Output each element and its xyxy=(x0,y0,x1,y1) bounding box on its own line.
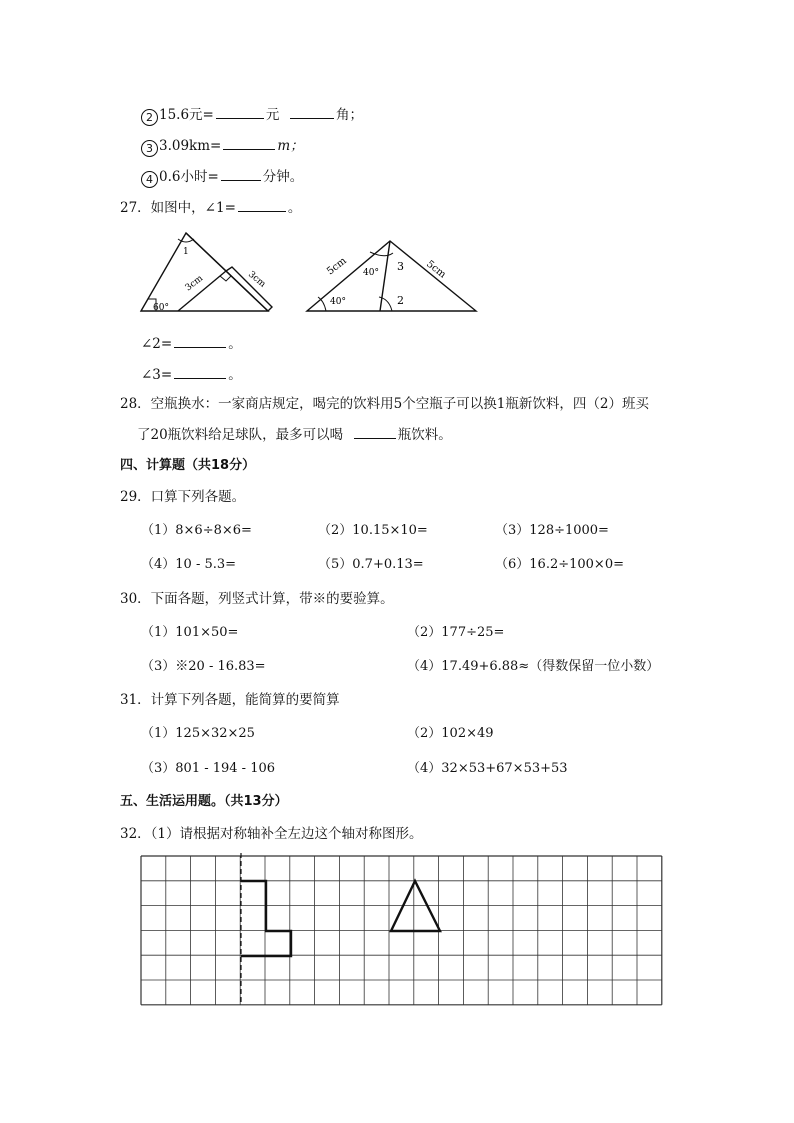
q26-4-prefix: 0.6小时= xyxy=(159,169,219,185)
answer-blank[interactable] xyxy=(223,135,275,150)
q30-title: 30．下面各题，列竖式计算，带※的要验算。 xyxy=(120,591,394,607)
answer-blank[interactable] xyxy=(174,364,226,379)
answer-blank[interactable] xyxy=(290,104,334,119)
symmetry-grid[interactable] xyxy=(0,845,794,1015)
answer-blank[interactable] xyxy=(216,104,264,119)
q26-3-prefix: 3.09km= xyxy=(159,138,222,154)
q26-2-unit1: 元 xyxy=(265,107,280,123)
q26-item-3 xyxy=(141,135,304,157)
triangle-shape xyxy=(391,881,440,931)
q27-figures xyxy=(0,225,794,325)
fig1-side-b: 3cm xyxy=(246,269,268,290)
q29-item-4: （4）10 - 5.3= xyxy=(141,557,237,572)
section-4-heading: 四、计算题（共18分） xyxy=(120,458,256,473)
q28-line2a: 了20瓶饮料给足球队，最多可以喝 xyxy=(137,427,344,443)
answer-blank[interactable] xyxy=(238,197,286,212)
q30-item-2: （2）177÷25= xyxy=(407,625,505,640)
q30-item-4: （4）17.49+6.88≈（得数保留一位小数） xyxy=(407,659,660,674)
q27-a2-end: 。 xyxy=(228,336,242,352)
q31-item-3: （3）801 - 194 - 106 xyxy=(141,761,276,776)
fig1-angle-1: 1 xyxy=(183,247,189,257)
l-shape xyxy=(241,881,291,956)
q28-line2b: 瓶饮料。 xyxy=(397,427,452,443)
answer-blank[interactable] xyxy=(174,333,226,348)
q29-item-1: （1）8×6÷8×6= xyxy=(141,523,252,538)
q31-item-2: （2）102×49 xyxy=(407,726,494,741)
circled-number: 2 xyxy=(141,109,158,126)
q29-item-3: （3）128÷1000= xyxy=(495,523,609,538)
section-5-heading: 五、生活运用题。（共13分） xyxy=(120,794,288,809)
q28-line2 xyxy=(137,424,452,445)
answer-blank[interactable] xyxy=(221,166,261,181)
fig2-angle-2: 2 xyxy=(397,294,404,307)
q27-angle3 xyxy=(141,364,242,385)
fig1-side-a: 3cm xyxy=(183,273,206,294)
fig2-left-side: 5cm xyxy=(325,255,349,278)
q26-item-4 xyxy=(141,166,303,188)
q26-2-unit2: 角； xyxy=(335,107,363,123)
fig2-top-angle: 40° xyxy=(363,268,379,278)
answer-blank[interactable] xyxy=(354,424,396,439)
q26-4-unit1: 分钟。 xyxy=(262,169,304,185)
q31-item-4: （4）32×53+67×53+53 xyxy=(407,761,568,776)
q29-title: 29．口算下列各题。 xyxy=(120,489,246,505)
angle2-label: ∠2= xyxy=(141,336,173,352)
fig2-angle-3: 3 xyxy=(397,260,404,273)
circled-number: 4 xyxy=(141,171,158,188)
q26-item-2 xyxy=(141,104,363,126)
q27-question xyxy=(120,197,301,218)
q28-line1: 28．空瓶换水：一家商店规定，喝完的饮料用5个空瓶子可以换1瓶新饮料，四（2）班买 xyxy=(120,396,649,412)
q29-item-5: （5）0.7+0.13= xyxy=(318,557,424,572)
q26-2-prefix: 15.6元= xyxy=(159,107,214,123)
q27-end: 。 xyxy=(287,200,302,216)
q27-text: 27．如图中，∠1= xyxy=(120,200,236,216)
q30-item-1: （1）101×50= xyxy=(141,625,239,640)
q29-item-2: （2）10.15×10= xyxy=(318,523,428,538)
q30-item-3: （3）※20 - 16.83= xyxy=(141,659,266,674)
angle3-label: ∠3= xyxy=(141,367,173,383)
q32-title: 32．（1）请根据对称轴补全左边这个轴对称图形。 xyxy=(120,826,423,842)
q31-title: 31．计算下列各题，能简算的要简算 xyxy=(120,692,340,708)
q29-item-6: （6）16.2÷100×0= xyxy=(495,557,624,572)
fig1-angle-60: 60° xyxy=(153,303,169,313)
fig2-right-side: 5cm xyxy=(424,258,448,281)
q27-angle2 xyxy=(141,333,242,354)
q31-item-1: （1）125×32×25 xyxy=(141,726,255,741)
circled-number: 3 xyxy=(141,140,158,157)
q27-a3-end: 。 xyxy=(228,367,242,383)
q26-3-unit1: m； xyxy=(277,138,304,154)
fig2-base-angle: 40° xyxy=(330,297,346,307)
